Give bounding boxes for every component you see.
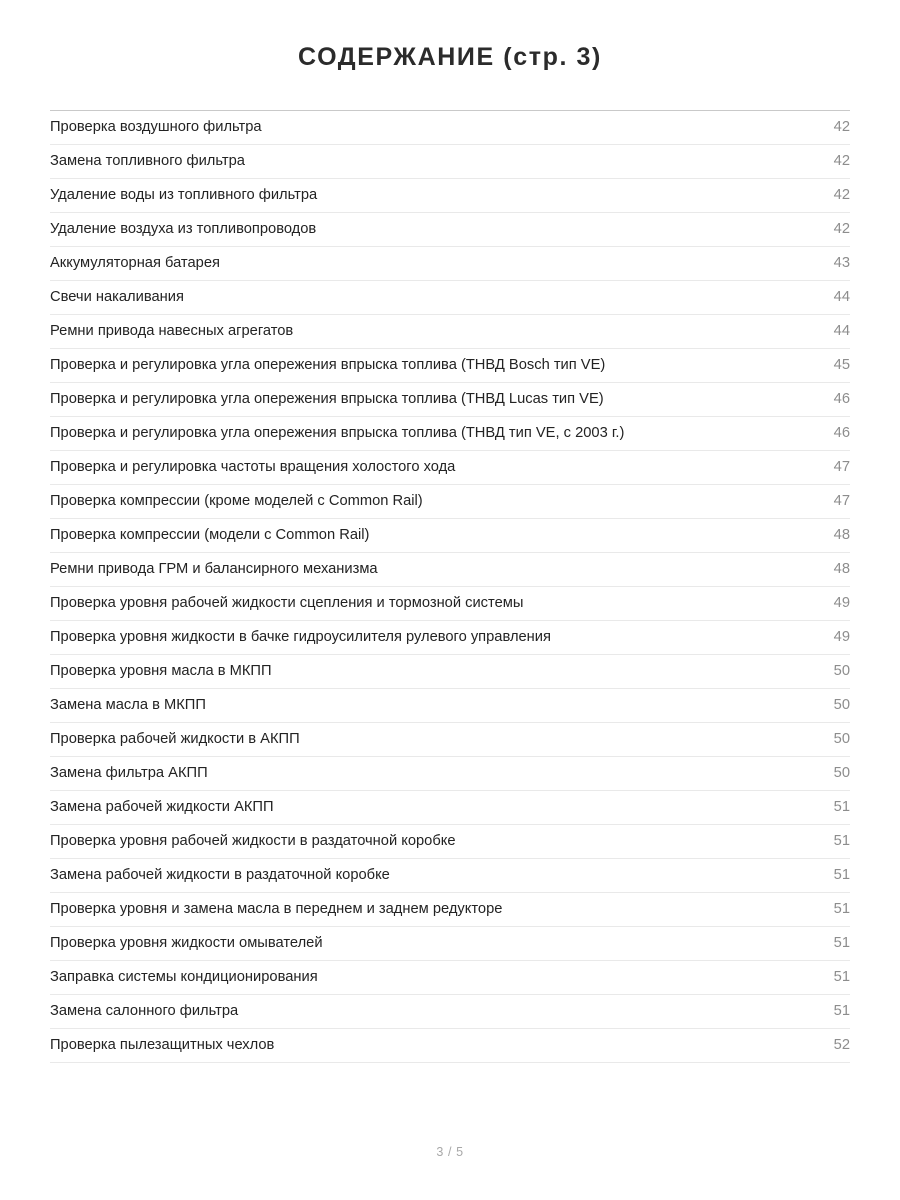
toc-entry-title: Проверка уровня масла в МКПП [50, 663, 272, 679]
toc-entry-title: Проверка уровня рабочей жидкости в раздаточной коробке [50, 833, 456, 849]
toc-entry-page-number: 51 [833, 935, 850, 951]
toc-entry-page-number: 52 [833, 1037, 850, 1053]
toc-entry-title: Проверка и регулировка частоты вращения холостого хода [50, 459, 456, 475]
toc-entry-page-number: 50 [833, 697, 850, 713]
toc-entry-page-number: 51 [833, 799, 850, 815]
toc-entry[interactable] [50, 111, 850, 145]
toc-entry[interactable] [50, 893, 850, 927]
toc-entry-page-number: 46 [833, 391, 850, 407]
toc-entry-title: Проверка рабочей жидкости в АКПП [50, 731, 300, 747]
toc-entry[interactable] [50, 587, 850, 621]
page-number-indicator: 3 / 5 [436, 1145, 464, 1159]
toc-entry-page-number: 51 [833, 901, 850, 917]
toc-entry-title: Проверка и регулировка угла опережения впрыска топлива (ТНВД Bosch тип VE) [50, 357, 606, 373]
toc-entry-page-number: 51 [833, 867, 850, 883]
toc-entry-title: Проверка компрессии (кроме моделей с Common Rail) [50, 493, 423, 509]
toc-entry-page-number: 49 [833, 595, 850, 611]
toc-entry[interactable] [50, 247, 850, 281]
toc-entry[interactable] [50, 995, 850, 1029]
table-of-contents [50, 111, 850, 1063]
toc-entry-page-number: 43 [833, 255, 850, 271]
toc-entry-title: Свечи накаливания [50, 289, 184, 305]
toc-entry-title: Аккумуляторная батарея [50, 255, 220, 271]
toc-entry[interactable] [50, 859, 850, 893]
toc-entry[interactable] [50, 655, 850, 689]
toc-entry[interactable] [50, 927, 850, 961]
toc-entry-page-number: 47 [833, 459, 850, 475]
toc-entry[interactable] [50, 383, 850, 417]
toc-entry-title: Замена фильтра АКПП [50, 765, 208, 781]
toc-entry[interactable] [50, 961, 850, 995]
toc-entry-title: Удаление воздуха из топливопроводов [50, 221, 317, 237]
toc-entry[interactable] [50, 213, 850, 247]
toc-entry-page-number: 48 [833, 561, 850, 577]
toc-entry-page-number: 45 [833, 357, 850, 373]
toc-entry-page-number: 50 [833, 765, 850, 781]
toc-entry-title: Проверка уровня жидкости в бачке гидроусилителя рулевого управления [50, 629, 551, 645]
toc-entry[interactable] [50, 757, 850, 791]
toc-entry[interactable] [50, 825, 850, 859]
toc-entry[interactable] [50, 519, 850, 553]
toc-entry-title: Заправка системы кондиционирования [50, 969, 318, 985]
toc-entry[interactable] [50, 417, 850, 451]
toc-entry-page-number: 50 [833, 663, 850, 679]
toc-entry[interactable] [50, 281, 850, 315]
toc-entry-title: Замена рабочей жидкости АКПП [50, 799, 274, 815]
toc-entry-page-number: 42 [833, 221, 850, 237]
toc-entry-page-number: 44 [833, 323, 850, 339]
toc-entry-title: Замена салонного фильтра [50, 1003, 239, 1019]
toc-entry-title: Проверка уровня рабочей жидкости сцепления и тормозной системы [50, 595, 524, 611]
toc-entry-page-number: 42 [833, 187, 850, 203]
toc-entry-title: Удаление воды из топливного фильтра [50, 187, 318, 203]
toc-entry[interactable] [50, 349, 850, 383]
toc-entry-page-number: 51 [833, 1003, 850, 1019]
toc-entry-title: Замена масла в МКПП [50, 697, 206, 713]
toc-entry-page-number: 46 [833, 425, 850, 441]
toc-entry[interactable] [50, 689, 850, 723]
toc-entry-title: Ремни привода ГРМ и балансирного механизма [50, 561, 378, 577]
toc-entry[interactable] [50, 723, 850, 757]
toc-entry[interactable] [50, 315, 850, 349]
toc-entry[interactable] [50, 179, 850, 213]
toc-entry[interactable] [50, 451, 850, 485]
page-title: СОДЕРЖАНИЕ (стр. 3) [298, 43, 602, 71]
toc-entry-title: Замена топливного фильтра [50, 153, 245, 169]
toc-entry-title: Ремни привода навесных агрегатов [50, 323, 294, 339]
toc-entry-page-number: 49 [833, 629, 850, 645]
toc-entry-page-number: 51 [833, 969, 850, 985]
toc-entry-page-number: 48 [833, 527, 850, 543]
toc-entry-page-number: 44 [833, 289, 850, 305]
toc-entry[interactable] [50, 485, 850, 519]
toc-entry-title: Проверка уровня и замена масла в переднем и заднем редукторе [50, 901, 503, 917]
toc-entry-page-number: 51 [833, 833, 850, 849]
toc-entry-page-number: 47 [833, 493, 850, 509]
toc-entry[interactable] [50, 621, 850, 655]
toc-entry[interactable] [50, 791, 850, 825]
toc-entry[interactable] [50, 145, 850, 179]
toc-entry-title: Замена рабочей жидкости в раздаточной коробке [50, 867, 390, 883]
toc-entry[interactable] [50, 1029, 850, 1063]
toc-entry-page-number: 50 [833, 731, 850, 747]
toc-entry-title: Проверка пылезащитных чехлов [50, 1037, 275, 1053]
page-footer [0, 1104, 900, 1200]
toc-entry-title: Проверка и регулировка угла опережения впрыска топлива (ТНВД Lucas тип VE) [50, 391, 604, 407]
toc-entry-title: Проверка уровня жидкости омывателей [50, 935, 323, 951]
toc-entry-title: Проверка и регулировка угла опережения впрыска топлива (ТНВД тип VE, с 2003 г.) [50, 425, 625, 441]
toc-entry[interactable] [50, 553, 850, 587]
toc-entry-title: Проверка воздушного фильтра [50, 119, 262, 135]
toc-entry-page-number: 42 [833, 153, 850, 169]
toc-entry-title: Проверка компрессии (модели с Common Rail) [50, 527, 370, 543]
toc-entry-page-number: 42 [833, 119, 850, 135]
